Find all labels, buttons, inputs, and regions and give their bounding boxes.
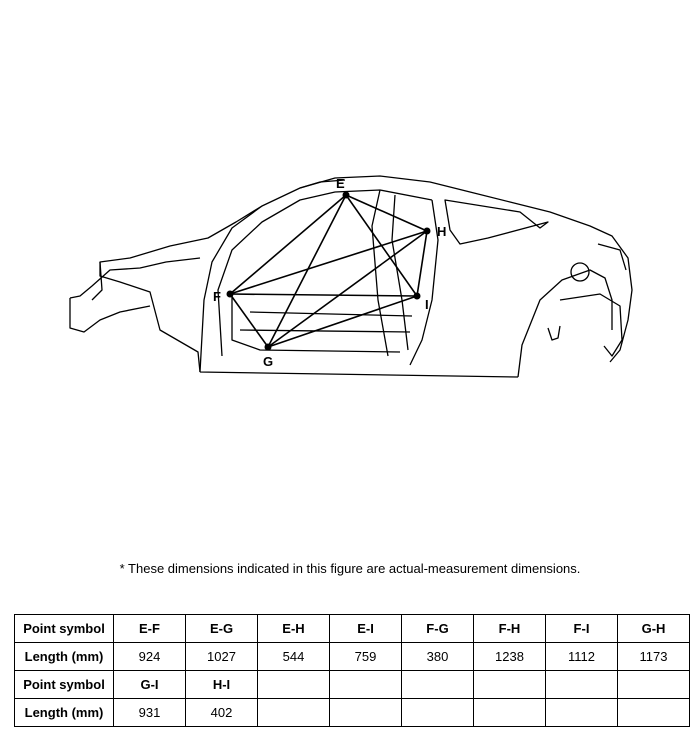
point-h-marker [424, 228, 431, 235]
length-cell: 1238 [474, 643, 546, 671]
point-i-label: I [425, 297, 429, 312]
car-body-outline [70, 176, 632, 377]
table-row [15, 699, 690, 727]
table-row [15, 671, 690, 699]
point-e-label: E [336, 176, 345, 191]
segment-e-f [230, 195, 346, 294]
length-cell [330, 699, 402, 727]
point-symbol-cell [618, 671, 690, 699]
point-symbol-cell: E-G [186, 615, 258, 643]
table-row [15, 643, 690, 671]
point-symbol-cell [402, 671, 474, 699]
point-f-marker [227, 291, 234, 298]
segment-f-h [230, 231, 427, 294]
measurement-note: * These dimensions indicated in this figure are actual-measurement dimensions. [119, 561, 581, 576]
dimension-table [14, 614, 690, 727]
length-cell: 931 [114, 699, 186, 727]
point-symbol-cell [258, 671, 330, 699]
point-g-marker [265, 344, 272, 351]
point-symbol-cell: E-H [258, 615, 330, 643]
segment-f-g [230, 294, 268, 347]
point-f-label: F [213, 289, 221, 304]
point-symbol-cell: G-H [618, 615, 690, 643]
length-cell: 1173 [618, 643, 690, 671]
point-symbol-cell: E-I [330, 615, 402, 643]
length-cell: 924 [114, 643, 186, 671]
point-symbol-cell: F-G [402, 615, 474, 643]
point-symbol-cell: E-F [114, 615, 186, 643]
point-symbol-cell: G-I [114, 671, 186, 699]
point-symbol-cell: H-I [186, 671, 258, 699]
length-cell: 1112 [546, 643, 618, 671]
point-symbol-cell: F-H [474, 615, 546, 643]
row-header: Length (mm) [15, 699, 114, 727]
length-cell [546, 699, 618, 727]
row-header: Point symbol [15, 671, 114, 699]
length-cell [618, 699, 690, 727]
table-row [15, 615, 690, 643]
length-cell [402, 699, 474, 727]
length-cell: 759 [330, 643, 402, 671]
segment-g-h [268, 231, 427, 347]
length-cell: 544 [258, 643, 330, 671]
point-symbol-cell [330, 671, 402, 699]
segment-h-i [417, 231, 427, 296]
length-cell: 1027 [186, 643, 258, 671]
row-header: Point symbol [15, 615, 114, 643]
length-cell: 402 [186, 699, 258, 727]
segment-f-i [230, 294, 417, 296]
point-g-label: G [263, 354, 274, 369]
point-e-marker [343, 192, 350, 199]
length-cell [474, 699, 546, 727]
point-symbol-cell [474, 671, 546, 699]
point-i-marker [414, 293, 421, 300]
point-symbol-cell: F-I [546, 615, 618, 643]
length-cell: 380 [402, 643, 474, 671]
point-symbol-cell [546, 671, 618, 699]
length-cell [258, 699, 330, 727]
row-header: Length (mm) [15, 643, 114, 671]
point-h-label: H [437, 224, 447, 239]
